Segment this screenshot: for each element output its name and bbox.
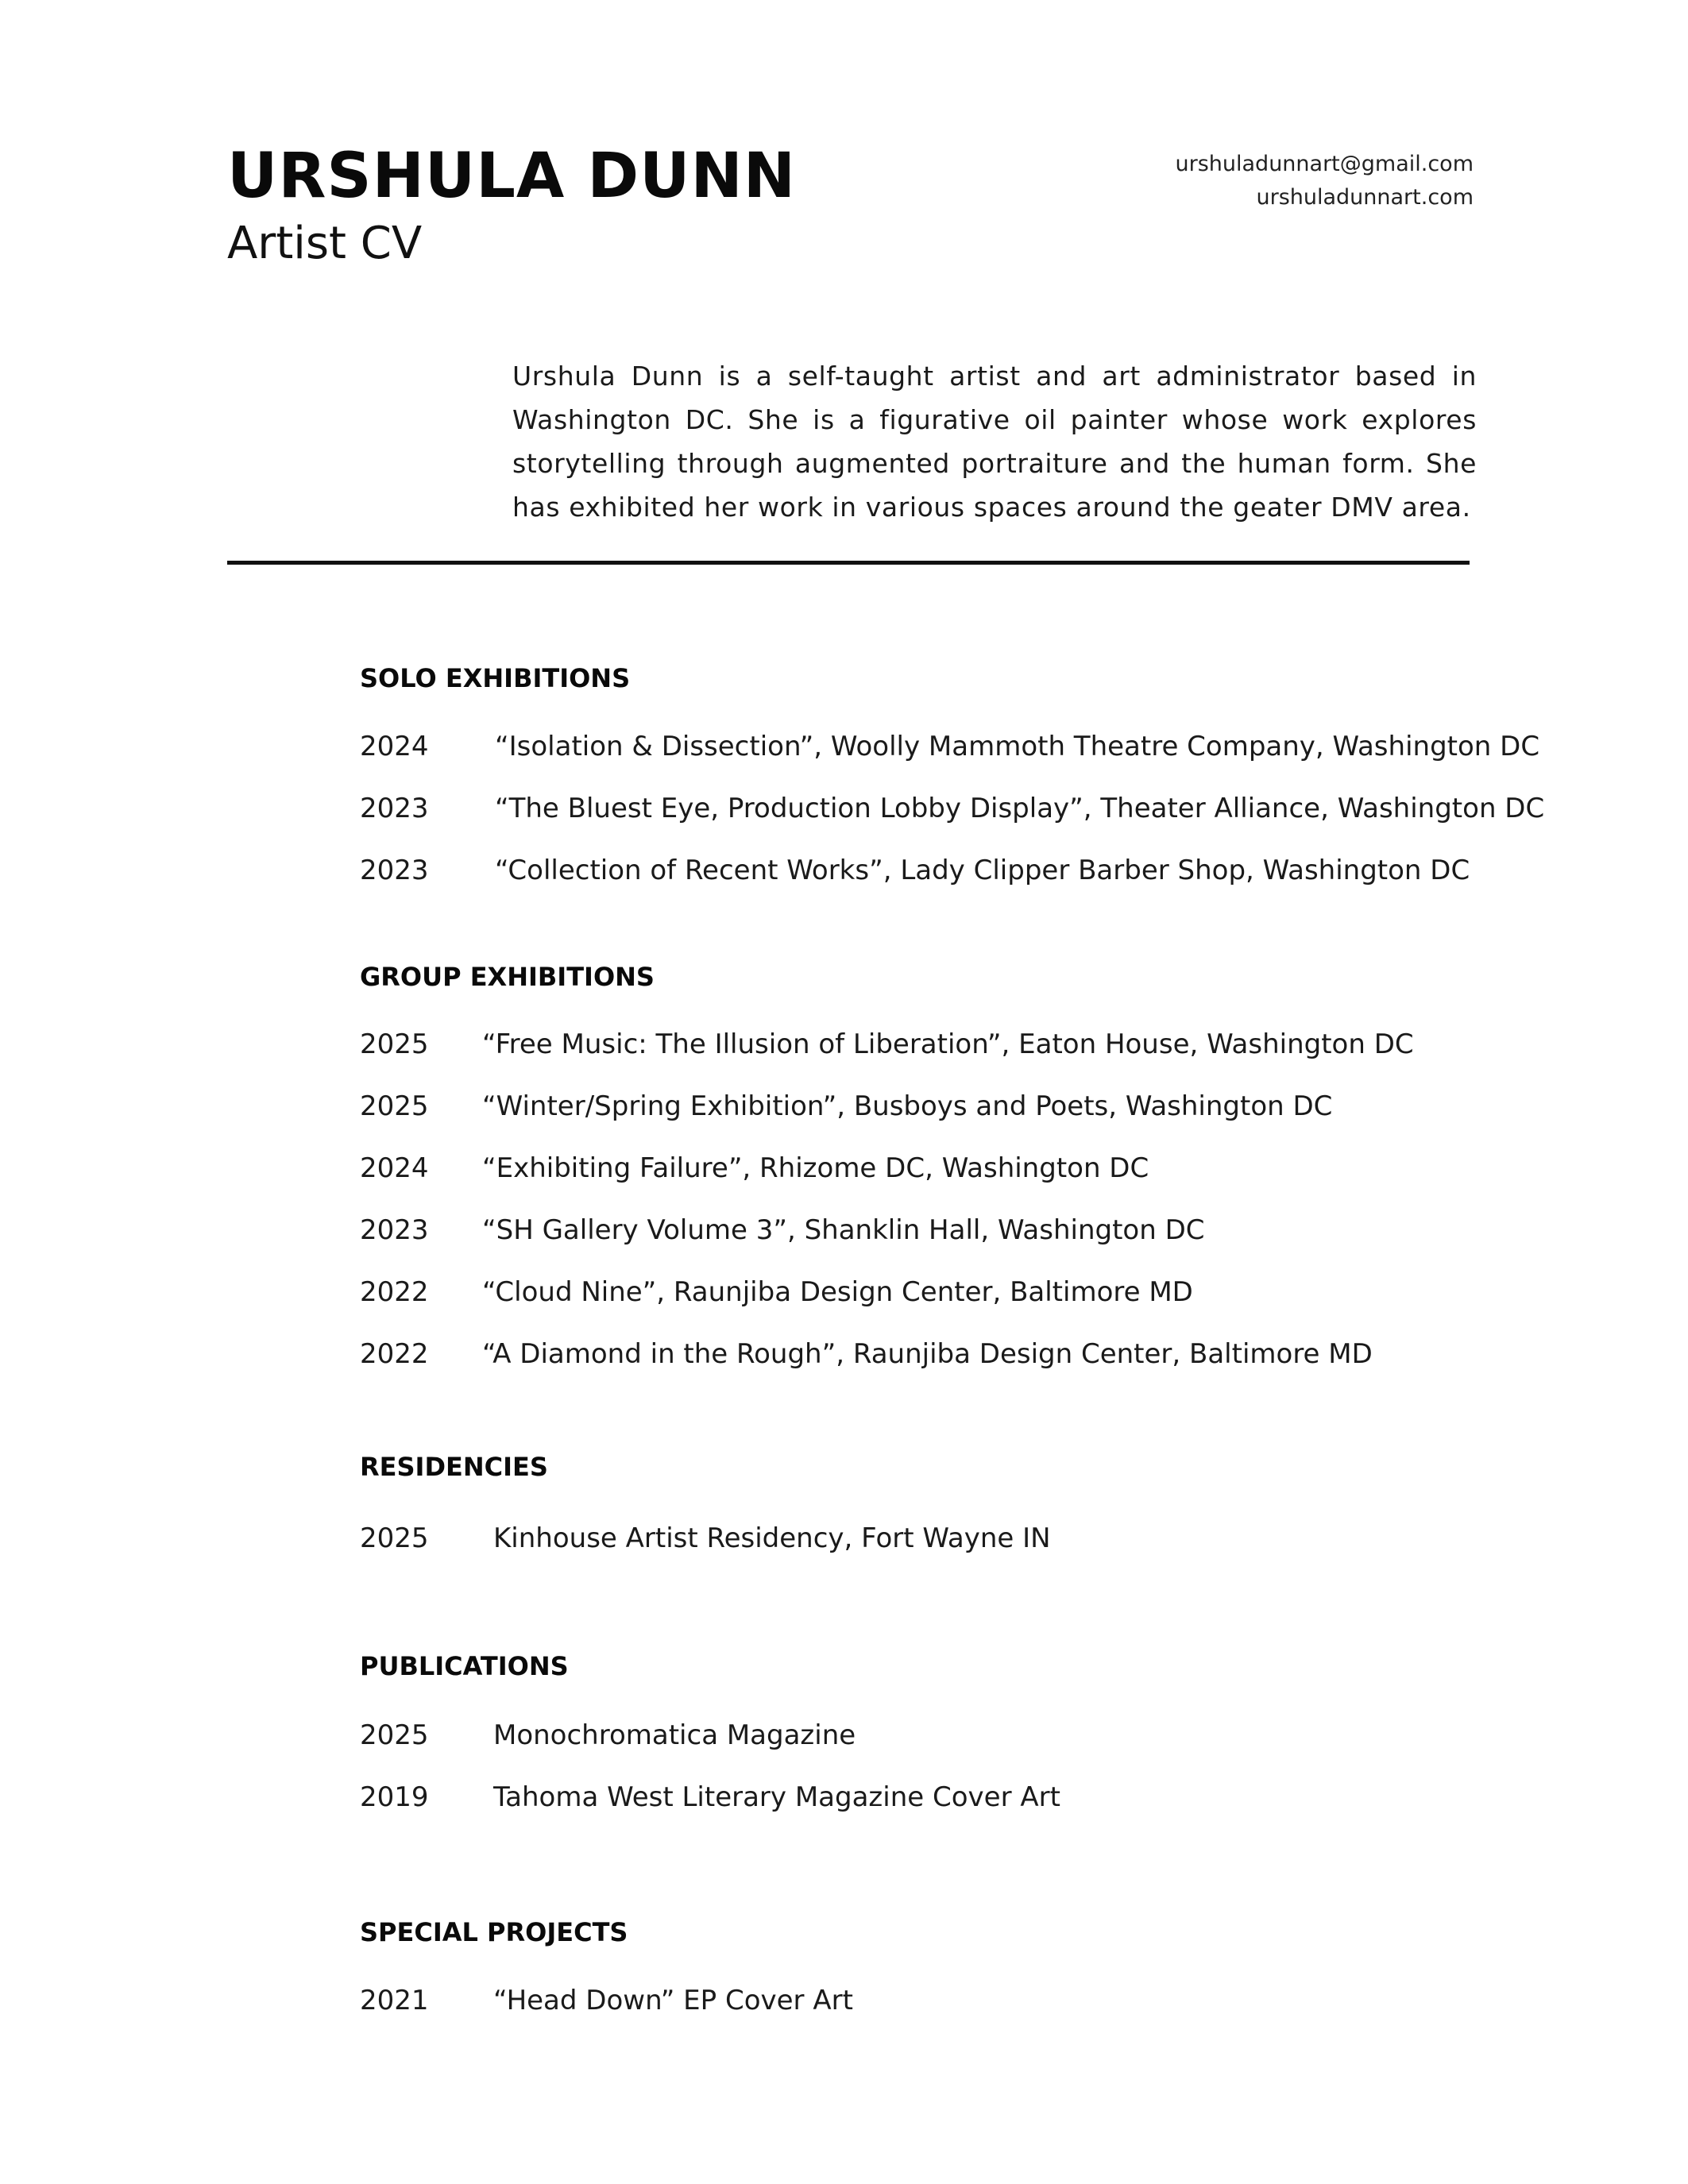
entry-year: 2019 xyxy=(360,1781,429,1813)
special-projects-heading: SPECIAL PROJECTS xyxy=(360,1917,628,1947)
entry-text: “Collection of Recent Works”, Lady Clipper Barber Shop, Washington DC xyxy=(495,855,1470,886)
entry-year: 2023 xyxy=(360,855,429,886)
entry-year: 2023 xyxy=(360,1214,429,1246)
entry-text: “The Bluest Eye, Production Lobby Display”, Theater Alliance, Washington DC xyxy=(495,793,1545,824)
entry-year: 2025 xyxy=(360,1719,429,1751)
entry-year: 2025 xyxy=(360,1090,429,1122)
section-divider xyxy=(227,561,1470,565)
entry-text: Kinhouse Artist Residency, Fort Wayne IN xyxy=(493,1522,1051,1554)
entry-text: Tahoma West Literary Magazine Cover Art xyxy=(493,1781,1060,1813)
publications-heading: PUBLICATIONS xyxy=(360,1651,569,1681)
entry-year: 2022 xyxy=(360,1276,429,1308)
contact-website: urshuladunnart.com xyxy=(1256,185,1474,210)
entry-year: 2025 xyxy=(360,1028,429,1060)
entry-text: “Winter/Spring Exhibition”, Busboys and Poets, Washington DC xyxy=(482,1090,1333,1122)
contact-info xyxy=(917,148,1474,214)
entry-year: 2025 xyxy=(360,1522,429,1554)
entry-year: 2024 xyxy=(360,1152,429,1184)
artist-name: URSHULA DUNN xyxy=(227,141,797,212)
entry-text: “SH Gallery Volume 3”, Shanklin Hall, Washington DC xyxy=(482,1214,1205,1246)
entry-text: “A Diamond in the Rough”, Raunjiba Design Center, Baltimore MD xyxy=(482,1338,1373,1370)
solo-exhibitions-heading: SOLO EXHIBITIONS xyxy=(360,663,631,693)
residencies-heading: RESIDENCIES xyxy=(360,1452,548,1482)
group-exhibitions-heading: GROUP EXHIBITIONS xyxy=(360,962,655,992)
entry-text: “Isolation & Dissection”, Woolly Mammoth Theatre Company, Washington DC xyxy=(495,731,1540,762)
entry-year: 2024 xyxy=(360,731,429,762)
entry-text: “Free Music: The Illusion of Liberation”, Eaton House, Washington DC xyxy=(482,1028,1414,1060)
artist-bio: Urshula Dunn is a self-taught artist and art administrator based in Washington DC. She is a figurative oil painter whose work explores storytelling through augmented portraiture and the human form. She has exhibited her work in various spaces around the geater DMV area. xyxy=(512,361,1477,523)
contact-email: urshuladunnart@gmail.com xyxy=(1175,152,1474,176)
entry-text: “Cloud Nine”, Raunjiba Design Center, Baltimore MD xyxy=(482,1276,1193,1308)
entry-year: 2022 xyxy=(360,1338,429,1370)
entry-text: “Head Down” EP Cover Art xyxy=(493,1985,853,2016)
entry-text: “Exhibiting Failure”, Rhizome DC, Washington DC xyxy=(482,1152,1149,1184)
entry-year: 2023 xyxy=(360,793,429,824)
entry-text: Monochromatica Magazine xyxy=(493,1719,856,1751)
entry-year: 2021 xyxy=(360,1985,429,2016)
document-subtitle: Artist CV xyxy=(227,218,423,269)
